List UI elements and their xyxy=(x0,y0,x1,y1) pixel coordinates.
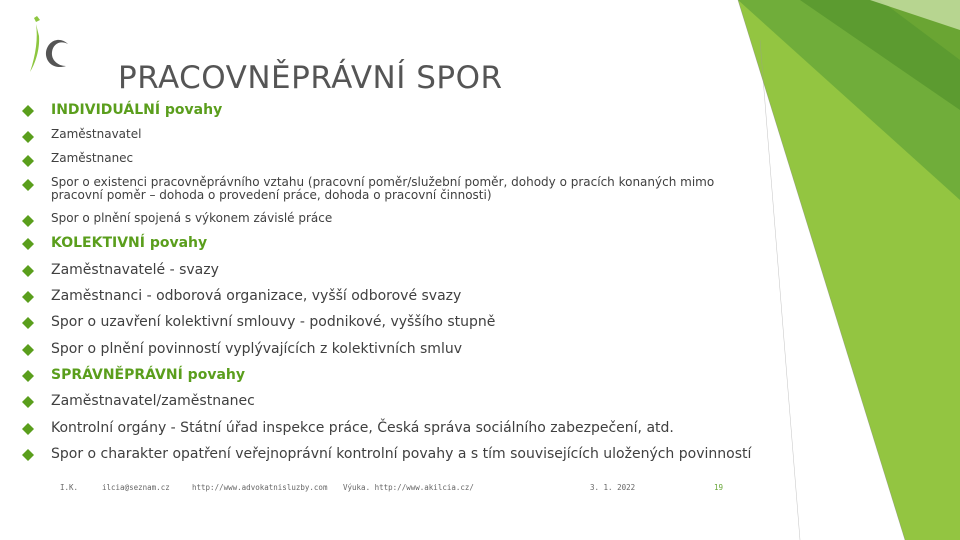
list-item xyxy=(22,420,752,436)
section-heading: SPRÁVNĚPRÁVNÍ povahy xyxy=(51,367,245,383)
list-item xyxy=(22,288,752,304)
footer-date: 3. 1. 2022 xyxy=(590,483,636,492)
list-item-text: Spor o uzavření kolektivní smlouvy - podnikové, vyššího stupně xyxy=(51,314,496,330)
footer-initials: I.K. xyxy=(60,483,79,492)
diamond-icon xyxy=(22,370,34,382)
logo-icon xyxy=(22,14,78,80)
diamond-icon xyxy=(22,317,34,329)
list-item-text: Spor o existenci pracovněprávního vztahu (pracovní poměr/služební poměr, dohody o pracích konaných mimo pracovní poměr – dohoda o provedení práce, dohoda o pracovní činnosti) xyxy=(51,175,715,202)
list-item xyxy=(22,367,752,383)
diamond-icon xyxy=(22,105,34,117)
list-item xyxy=(22,393,752,409)
list-item-text: Zaměstnavatel xyxy=(51,127,142,141)
diamond-icon xyxy=(22,291,34,303)
list-item-text: Kontrolní orgány - Státní úřad inspekce práce, Česká správa sociálního zabezpečení, atd. xyxy=(51,420,674,436)
diamond-icon xyxy=(22,215,34,227)
list-item-text: Zaměstnavatelé - svazy xyxy=(51,262,219,278)
diamond-icon xyxy=(22,423,34,435)
list-item-text: Spor o charakter opatření veřejnoprávní kontrolní povahy a s tím souvisejících uložených povinností xyxy=(51,446,752,462)
diamond-icon xyxy=(22,131,34,143)
footer-email[interactable]: ilcia@seznam.cz xyxy=(102,483,170,492)
list-item-text: Zaměstnanec xyxy=(51,151,134,165)
footer-course-link[interactable]: Výuka. http://www.akilcia.cz/ xyxy=(343,483,474,492)
list-item xyxy=(22,176,752,202)
list-item-text: Spor o plnění povinností vyplývajících z kolektivních smluv xyxy=(51,341,462,357)
list-item xyxy=(22,102,752,118)
diamond-icon xyxy=(22,396,34,408)
list-item xyxy=(22,341,752,357)
section-heading: KOLEKTIVNÍ povahy xyxy=(51,235,208,251)
diamond-icon xyxy=(22,238,34,250)
list-item xyxy=(22,262,752,278)
diamond-icon xyxy=(22,449,34,461)
diamond-icon xyxy=(22,344,34,356)
list-item xyxy=(22,128,752,143)
list-item xyxy=(22,152,752,167)
list-item xyxy=(22,446,752,462)
list-item-text: Spor o plnění spojená s výkonem závislé práce xyxy=(51,211,333,225)
diamond-icon xyxy=(22,179,34,191)
list-item-text: Zaměstnanci - odborová organizace, vyšší odborové svazy xyxy=(51,288,462,304)
slide-title: PRACOVNĚPRÁVNÍ SPOR xyxy=(118,60,503,96)
footer-web-link[interactable]: http://www.advokatnisluzby.com xyxy=(192,483,328,492)
list-item xyxy=(22,235,752,251)
list-item-text: Zaměstnavatel/zaměstnanec xyxy=(51,393,255,409)
diamond-icon xyxy=(22,265,34,277)
section-heading: INDIVIDUÁLNÍ povahy xyxy=(51,102,223,118)
list-item xyxy=(22,212,752,227)
list-item xyxy=(22,314,752,330)
page-number: 19 xyxy=(714,483,724,492)
diamond-icon xyxy=(22,155,34,167)
